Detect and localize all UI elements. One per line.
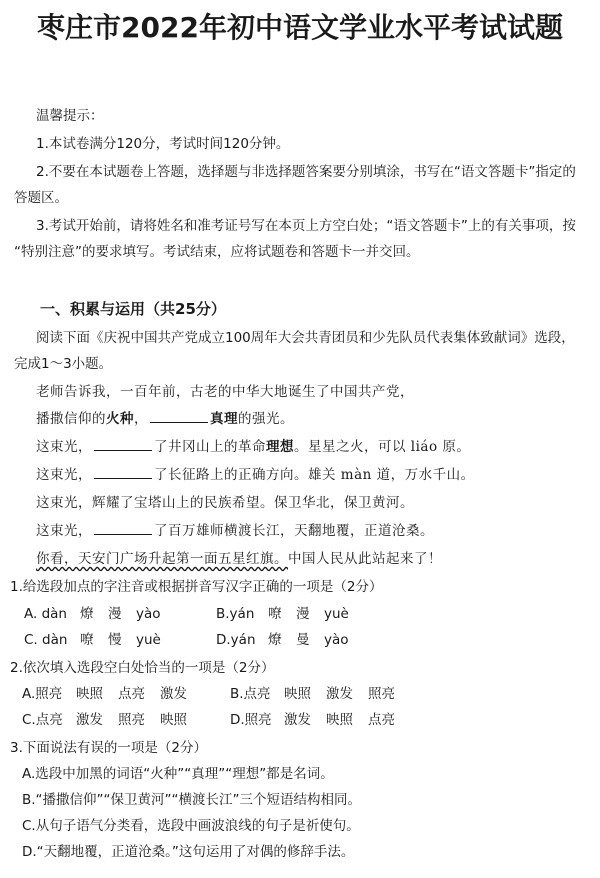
bold-word: 真理 [210, 411, 238, 427]
passage-text: 播撒信仰的 [36, 411, 106, 427]
passage-line [36, 435, 470, 455]
passage-text: 了百万雄师横渡长江，天翻地覆，正道沧桑。 [154, 523, 434, 539]
fill-blank [94, 522, 152, 535]
tip-item: 1.本试卷满分120分，考试时间120分钟。 [36, 136, 290, 152]
question-stem: 1.给选段加点的字注音或根据拼音写汉字正确的一项是（2分） [10, 579, 383, 595]
passage-line [36, 407, 294, 427]
passage-text: ， [134, 411, 148, 427]
choice-option: A. dàn 燎 漫 yào [24, 606, 161, 622]
question-stem: 3.下面说法有误的一项是（2分） [10, 740, 207, 756]
section-intro: 阅读下面《庆祝中国共产党成立100周年大会共青团员和少先队员代表集体致献词》选段， [36, 330, 575, 346]
choice-option: B.点亮 映照 激发 照亮 [230, 686, 395, 702]
fill-blank [94, 438, 152, 451]
fill-blank [94, 466, 152, 479]
wavy-underlined-sentence: 你看，天安门广场升起第一面五星红旗。 [36, 551, 288, 567]
choice-option: A.选段中加黑的词语“火种”“真理”“理想”都是名词。 [22, 766, 334, 782]
bold-word: 火种 [106, 411, 134, 427]
choice-option: D.yán 燎 曼 yào [216, 632, 349, 648]
passage-text: 。星星之火，可以 liáo 原。 [294, 439, 471, 455]
passage-line [36, 519, 434, 539]
passage-text: 这束光， [36, 467, 92, 483]
fill-blank [150, 410, 208, 423]
passage-text: 这束光， [36, 439, 92, 455]
passage-text: 中国人民从此站起来了！ [288, 551, 442, 567]
choice-option: B.“播撒信仰”“保卫黄河”“横渡长江”三个短语结构相同。 [22, 792, 362, 808]
section-intro: 完成1～3小题。 [14, 356, 113, 372]
choice-option: D.“天翻地覆，正道沧桑。”这句运用了对偶的修辞手法。 [22, 844, 355, 860]
page-title: 枣庄市2022年初中语文学业水平考试试题 [37, 11, 563, 44]
section-heading: 一、积累与运用（共25分） [40, 300, 226, 318]
question-stem: 2.依次填入选段空白处恰当的一项是（2分） [10, 660, 275, 676]
tip-item: 3.考试开始前，请将姓名和准考证号写在本页上方空白处；“语文答题卡”上的有关事项，按 [36, 218, 576, 234]
choice-option: C. dàn 嘹 慢 yuè [24, 632, 161, 648]
choice-option: B.yán 嘹 漫 yuè [216, 606, 349, 622]
passage-line [36, 547, 442, 567]
tips-heading: 温馨提示： [36, 108, 104, 124]
passage-text: 的强光。 [238, 411, 294, 427]
passage-line: 老师告诉我，一百年前，古老的中华大地诞生了中国共产党， [36, 384, 414, 400]
tip-item: 答题区。 [14, 190, 68, 206]
choice-option: C.点亮 激发 照亮 映照 [22, 712, 187, 728]
passage-line: 这束光，辉耀了宝塔山上的民族希望。保卫华北，保卫黄河。 [36, 495, 414, 511]
tip-item: “特别注意”的要求填写。考试结束，应将试题卷和答题卡一并交回。 [14, 244, 420, 260]
bold-word: 理想 [266, 439, 294, 455]
passage-text: 了长征路上的正确方向。雄关 màn 道，万水千山。 [154, 467, 475, 483]
choice-option: C.从句子语气分类看，选段中画波浪线的句子是祈使句。 [22, 818, 360, 834]
tip-item: 2.不要在本试题卷上答题，选择题与非选择题答案要分别填涂，书写在“语文答题卡”指定的 [36, 164, 576, 180]
passage-text: 这束光， [36, 523, 92, 539]
passage-line [36, 463, 475, 483]
passage-text: 了井冈山上的革命 [154, 439, 266, 455]
choice-option: D.照亮 激发 映照 点亮 [230, 712, 395, 728]
choice-option: A.照亮 映照 点亮 激发 [22, 686, 187, 702]
